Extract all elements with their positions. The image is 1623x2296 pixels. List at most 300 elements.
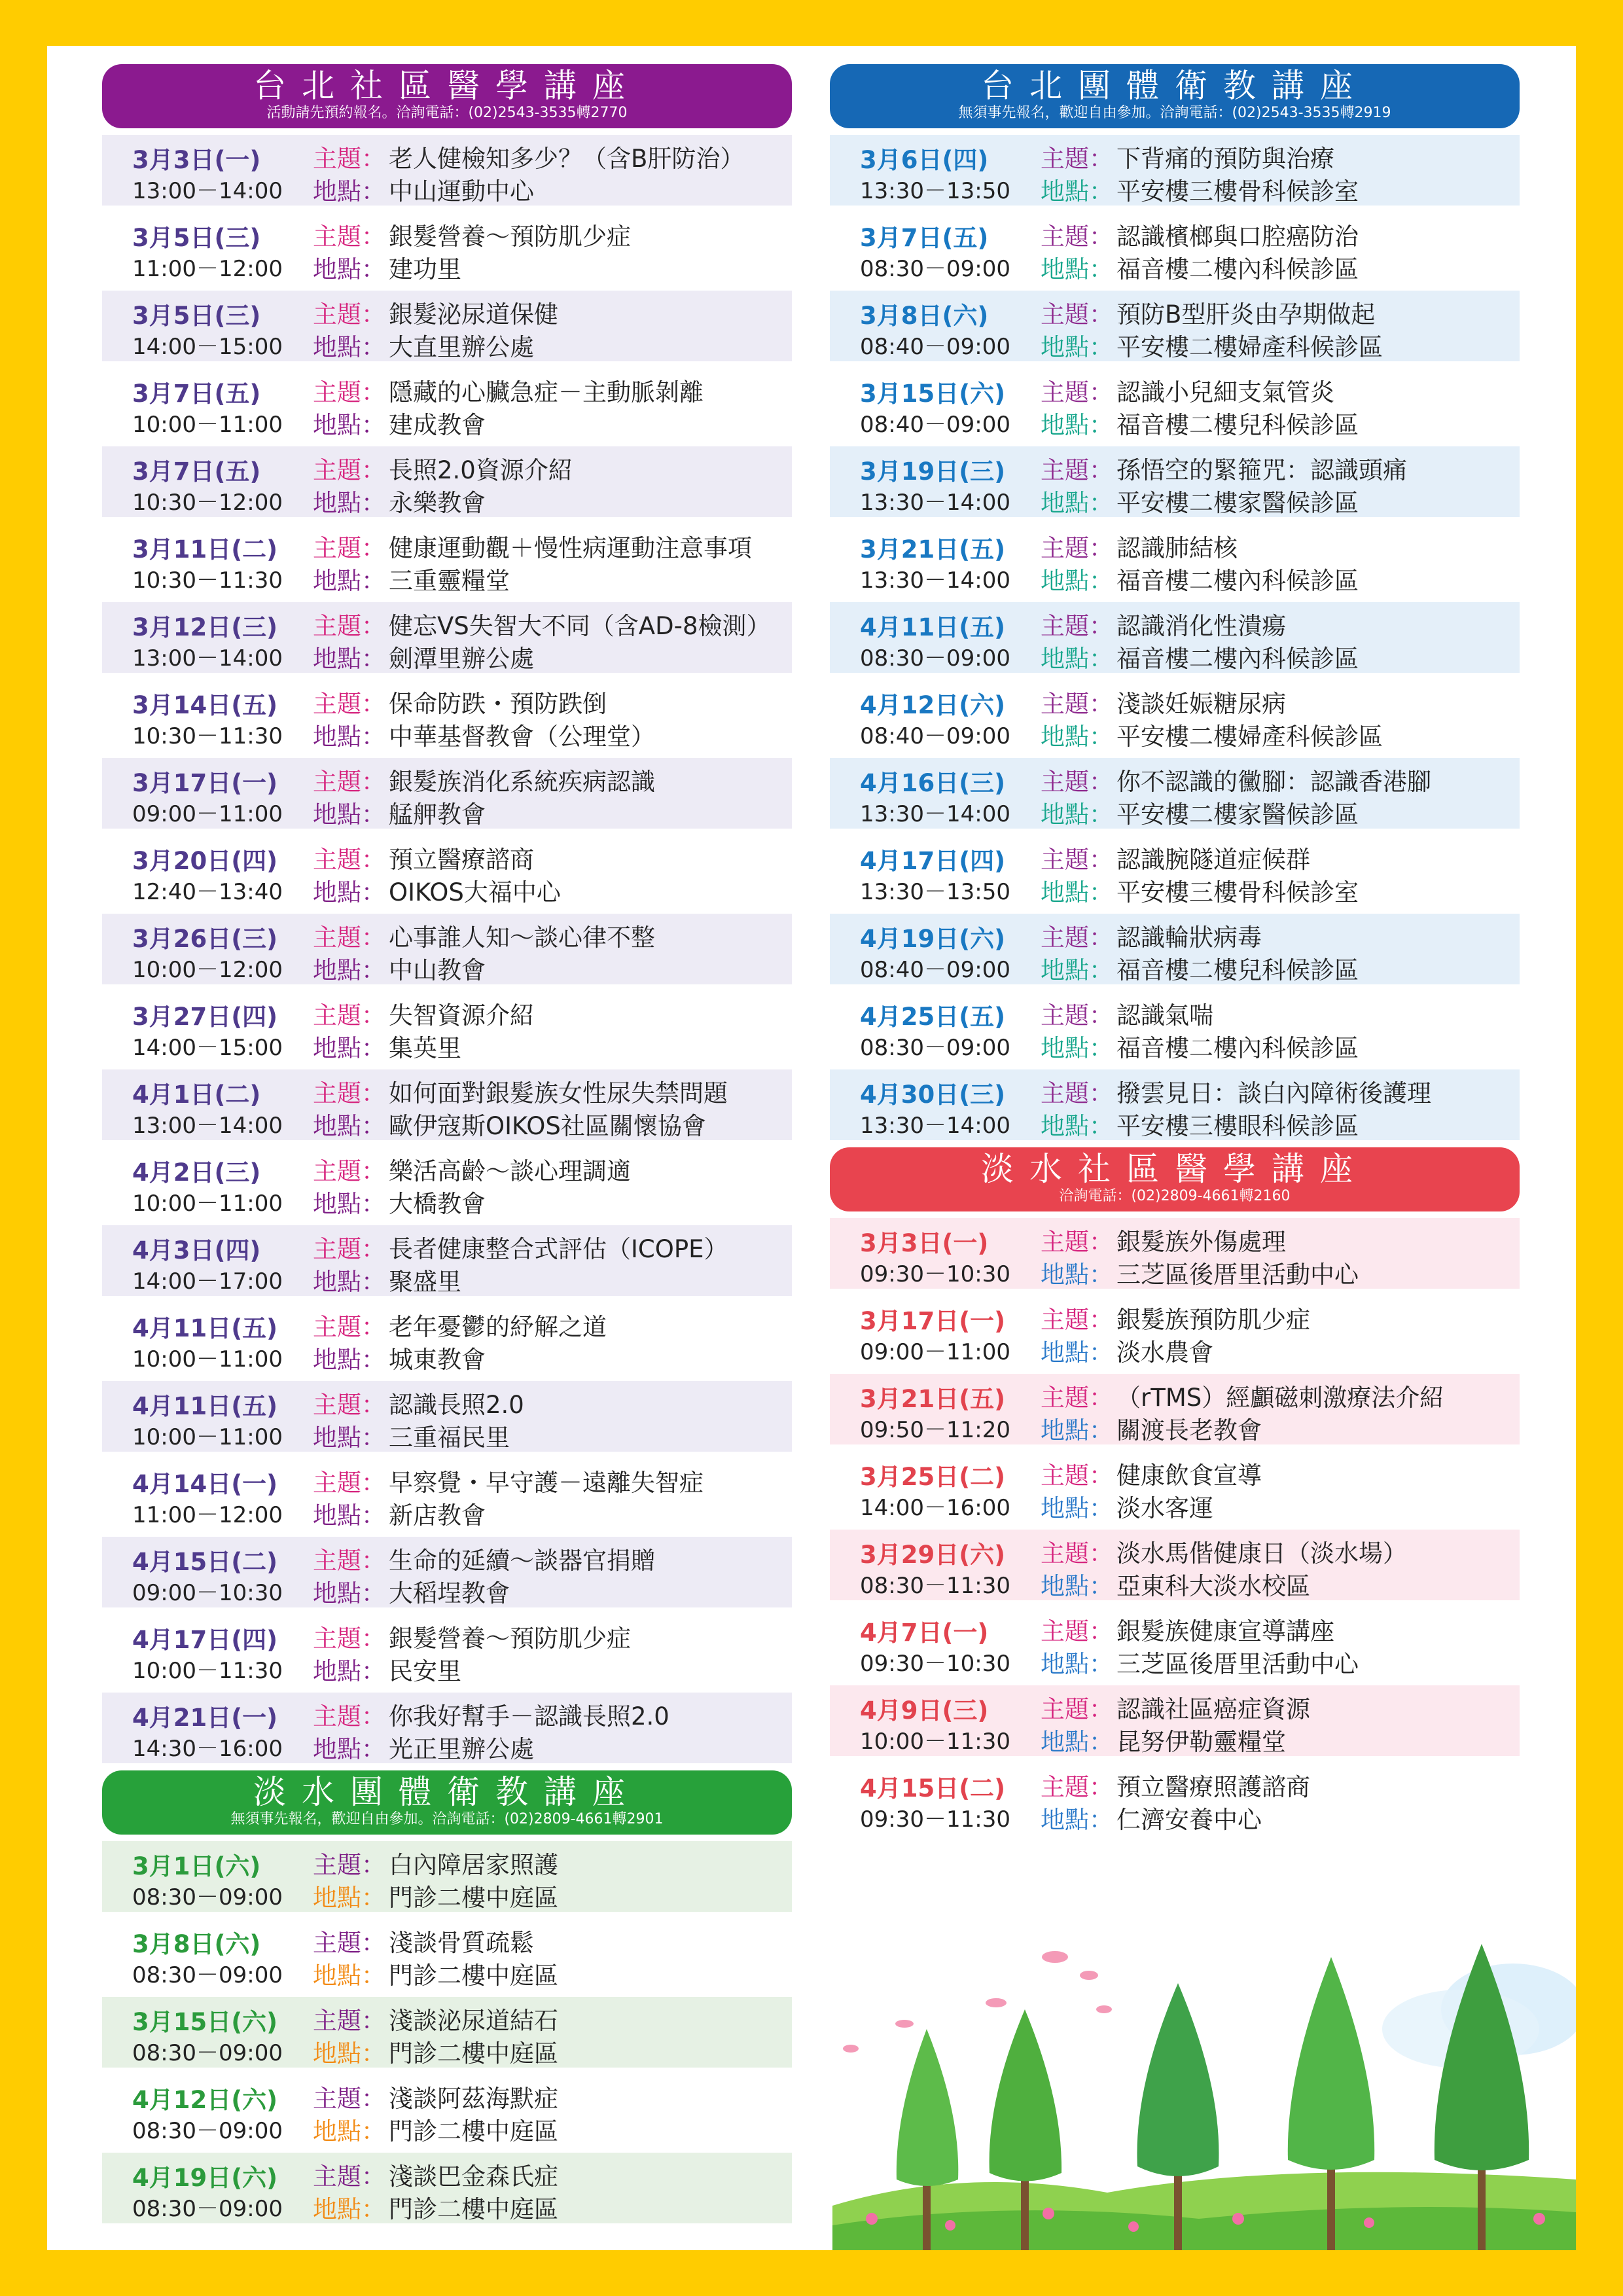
lecture-date: 3月26日(三) xyxy=(132,925,278,953)
lecture-time: 10:30－11:30 xyxy=(132,723,283,749)
lecture-date: 3月17日(一) xyxy=(132,769,278,797)
lecture-list xyxy=(830,135,1520,1140)
lecture-time: 09:30－10:30 xyxy=(860,1261,1010,1287)
lecture-topic: 撥雲見日：談白內障術後護理 xyxy=(1116,1079,1431,1107)
topic-label: 主題： xyxy=(1041,1001,1113,1030)
lecture-place: 建成教會 xyxy=(389,411,486,439)
lecture-place: 歐伊寇斯OIKOS社區關懷協會 xyxy=(389,1112,706,1140)
lecture-topic: 銀髮營養～預防肌少症 xyxy=(389,1624,631,1653)
lecture-topic: 預立醫療照護諮商 xyxy=(1116,1773,1310,1801)
lecture-date: 4月15日(二) xyxy=(860,1774,1006,1803)
lecture-place: 福音樓二樓內科候診區 xyxy=(1116,645,1359,673)
topic-label: 主題： xyxy=(1041,1462,1113,1490)
lecture-time: 08:30－09:00 xyxy=(860,645,1010,672)
lecture-date: 3月7日(五) xyxy=(132,380,261,408)
lecture-row xyxy=(102,680,792,751)
lecture-row xyxy=(102,1841,792,1912)
lecture-topic: 健康運動觀＋慢性病運動注意事項 xyxy=(389,534,752,562)
lecture-topic: 老人健檢知多少？（含B肝防治） xyxy=(389,145,745,173)
lecture-topic: 長者健康整合式評估（ICOPE） xyxy=(389,1235,728,1263)
place-label: 地點： xyxy=(313,1501,385,1530)
place-label: 地點： xyxy=(313,567,385,595)
lecture-row xyxy=(830,680,1520,751)
topic-label: 主題： xyxy=(1041,690,1113,718)
topic-label: 主題： xyxy=(313,1001,385,1030)
lecture-place: 門診二樓中庭區 xyxy=(389,2195,558,2223)
lecture-place: 中華基督教會（公理堂） xyxy=(389,723,655,751)
place-label: 地點： xyxy=(313,177,385,206)
place-label: 地點： xyxy=(313,1579,385,1607)
taipei-community-section xyxy=(102,64,792,1763)
lecture-topic: 健康飲食宣導 xyxy=(1116,1462,1262,1490)
lecture-date: 4月11日(五) xyxy=(860,613,1006,641)
lecture-place: 三重福民里 xyxy=(389,1424,510,1452)
lecture-list xyxy=(102,1841,792,2223)
place-label: 地點： xyxy=(313,411,385,439)
lecture-list xyxy=(102,135,792,1763)
lecture-time: 10:00－11:30 xyxy=(860,1729,1010,1755)
lecture-topic: 認識消化性潰瘍 xyxy=(1116,612,1286,640)
taipei-group-header xyxy=(830,64,1520,128)
lecture-date: 4月9日(三) xyxy=(860,1696,989,1725)
lecture-row xyxy=(102,135,792,206)
lecture-topic: 銀髮族健康宣導講座 xyxy=(1116,1617,1334,1645)
topic-label: 主題： xyxy=(313,2085,385,2113)
lecture-date: 4月21日(一) xyxy=(132,1704,278,1732)
schedule-poster xyxy=(47,46,1576,2250)
lecture-topic: 你不認識的黴腳：認識香港腳 xyxy=(1116,768,1431,796)
lecture-row xyxy=(102,524,792,595)
lecture-date: 3月15日(六) xyxy=(132,2008,278,2036)
taipei-group-section xyxy=(830,64,1520,1140)
lecture-row xyxy=(102,1919,792,1990)
place-label: 地點： xyxy=(313,1424,385,1452)
lecture-time: 08:30－09:00 xyxy=(860,256,1010,282)
lecture-topic: 生命的延續～談器官捐贈 xyxy=(389,1547,655,1575)
lecture-time: 13:30－14:00 xyxy=(860,801,1010,827)
place-label: 地點： xyxy=(1041,1261,1113,1289)
topic-label: 主題： xyxy=(1041,924,1113,952)
place-label: 地點： xyxy=(313,1190,385,1218)
topic-label: 主題： xyxy=(1041,612,1113,640)
lecture-place: 新店教會 xyxy=(389,1501,486,1530)
lecture-time: 08:30－09:00 xyxy=(132,2118,283,2144)
lecture-row xyxy=(102,602,792,673)
lecture-date: 3月27日(四) xyxy=(132,1003,278,1031)
lecture-topic: 隱藏的心臟急症－主動脈剝離 xyxy=(389,378,704,406)
place-label: 地點： xyxy=(313,645,385,673)
topic-label: 主題： xyxy=(1041,378,1113,406)
lecture-row xyxy=(102,1615,792,1685)
section-title: 淡水團體衛教講座 xyxy=(253,1773,641,1811)
lecture-topic: 認識小兒細支氣管炎 xyxy=(1116,378,1334,406)
lecture-row xyxy=(102,1225,792,1296)
lecture-place: 昆努伊勒靈糧堂 xyxy=(1116,1728,1286,1756)
lecture-topic: 淺談妊娠糖尿病 xyxy=(1116,690,1286,718)
lecture-time: 08:30－09:00 xyxy=(132,1962,283,1988)
lecture-topic: 認識檳榔與口腔癌防治 xyxy=(1116,223,1359,251)
lecture-topic: 淺談骨質疏鬆 xyxy=(389,1929,534,1957)
lecture-time: 13:30－14:00 xyxy=(860,1113,1010,1139)
place-label: 地點： xyxy=(1041,1494,1113,1522)
lecture-topic: 保命防跌・預防跌倒 xyxy=(389,690,607,718)
lecture-topic: 樂活高齡～談心理調適 xyxy=(389,1157,631,1185)
lecture-date: 3月3日(一) xyxy=(132,146,261,174)
place-label: 地點： xyxy=(1041,1112,1113,1140)
lecture-list xyxy=(830,1218,1520,1834)
lecture-place: OIKOS大福中心 xyxy=(389,878,561,906)
lecture-date: 4月12日(六) xyxy=(860,691,1006,719)
lecture-row xyxy=(830,602,1520,673)
lecture-time: 14:00－17:00 xyxy=(132,1268,283,1295)
place-label: 地點： xyxy=(313,333,385,361)
lecture-topic: 認識肺結核 xyxy=(1116,534,1238,562)
lecture-date: 4月3日(四) xyxy=(132,1236,261,1265)
lecture-row xyxy=(102,291,792,361)
tamsui-community-section xyxy=(830,1147,1520,1834)
topic-label: 主題： xyxy=(313,1851,385,1879)
lecture-time: 13:00－14:00 xyxy=(132,1113,283,1139)
lecture-row xyxy=(102,1381,792,1452)
lecture-row xyxy=(102,1459,792,1530)
place-label: 地點： xyxy=(313,1112,385,1140)
lecture-row xyxy=(830,446,1520,517)
topic-label: 主題： xyxy=(313,2162,385,2191)
lecture-time: 14:30－16:00 xyxy=(132,1736,283,1762)
lecture-place: 劍潭里辦公處 xyxy=(389,645,534,673)
lecture-row xyxy=(102,446,792,517)
lecture-date: 3月12日(三) xyxy=(132,613,278,641)
lecture-place: 淡水客運 xyxy=(1116,1494,1213,1522)
lecture-place: 門診二樓中庭區 xyxy=(389,2117,558,2145)
lecture-topic: 銀髮族預防肌少症 xyxy=(1116,1306,1310,1334)
place-label: 地點： xyxy=(1041,1416,1113,1444)
topic-label: 主題： xyxy=(1041,1539,1113,1568)
lecture-place: 門診二樓中庭區 xyxy=(389,1962,558,1990)
lecture-place: 大稻埕教會 xyxy=(389,1579,510,1607)
lecture-time: 14:00－16:00 xyxy=(860,1495,1010,1521)
lecture-row xyxy=(830,524,1520,595)
lecture-place: 城東教會 xyxy=(389,1346,486,1374)
lecture-row xyxy=(830,1763,1520,1834)
topic-label: 主題： xyxy=(1041,768,1113,796)
lecture-time: 13:30－13:50 xyxy=(860,879,1010,905)
lecture-row xyxy=(102,836,792,906)
place-label: 地點： xyxy=(1041,1338,1113,1367)
lecture-place: 集英里 xyxy=(389,1034,461,1062)
lecture-row xyxy=(102,368,792,439)
place-label: 地點： xyxy=(1041,645,1113,673)
topic-label: 主題： xyxy=(313,690,385,718)
lecture-topic: 早察覺・早守護－遠離失智症 xyxy=(389,1469,704,1497)
place-label: 地點： xyxy=(313,1034,385,1062)
lecture-topic: 認識社區癌症資源 xyxy=(1116,1695,1310,1723)
lecture-date: 3月7日(五) xyxy=(860,224,989,252)
place-label: 地點： xyxy=(313,2117,385,2145)
lecture-place: 三芝區後厝里活動中心 xyxy=(1116,1261,1359,1289)
topic-label: 主題： xyxy=(313,1157,385,1185)
topic-label: 主題： xyxy=(1041,1773,1113,1801)
lecture-topic: 如何面對銀髮族女性尿失禁問題 xyxy=(389,1079,728,1107)
place-label: 地點： xyxy=(1041,1650,1113,1678)
lecture-topic: 銀髮營養～預防肌少症 xyxy=(389,223,631,251)
tamsui-group-section xyxy=(102,1770,792,2223)
place-label: 地點： xyxy=(1041,956,1113,984)
section-subtitle: 無須事先報名，歡迎自由參加。洽詢電話：(02)2809-4661轉2901 xyxy=(230,1811,664,1827)
place-label: 地點： xyxy=(1041,1728,1113,1756)
lecture-date: 4月16日(三) xyxy=(860,769,1006,797)
lecture-topic: 銀髮族外傷處理 xyxy=(1116,1228,1286,1256)
lecture-date: 3月21日(五) xyxy=(860,535,1006,564)
lecture-place: 三芝區後厝里活動中心 xyxy=(1116,1650,1359,1678)
place-label: 地點： xyxy=(313,878,385,906)
lecture-topic: 認識腕隧道症候群 xyxy=(1116,846,1310,874)
lecture-row xyxy=(102,1537,792,1607)
lecture-date: 3月19日(三) xyxy=(860,457,1006,486)
lecture-date: 3月5日(三) xyxy=(132,224,261,252)
lecture-topic: 下背痛的預防與治療 xyxy=(1116,145,1334,173)
lecture-time: 08:40－09:00 xyxy=(860,957,1010,983)
place-label: 地點： xyxy=(1041,255,1113,283)
lecture-date: 3月21日(五) xyxy=(860,1385,1006,1413)
lecture-place: 平安樓二樓家醫候診區 xyxy=(1116,489,1359,517)
lecture-topic: （rTMS）經顱磁刺激療法介紹 xyxy=(1116,1384,1444,1412)
lecture-time: 11:00－12:00 xyxy=(132,1502,283,1528)
lecture-time: 08:30－11:30 xyxy=(860,1573,1010,1599)
topic-label: 主題： xyxy=(313,1079,385,1107)
topic-label: 主題： xyxy=(313,1313,385,1341)
lecture-time: 09:50－11:20 xyxy=(860,1417,1010,1443)
lecture-time: 08:30－09:00 xyxy=(860,1035,1010,1061)
lecture-place: 門診二樓中庭區 xyxy=(389,1884,558,1912)
topic-label: 主題： xyxy=(313,456,385,484)
lecture-topic: 認識長照2.0 xyxy=(389,1391,524,1419)
place-label: 地點： xyxy=(1041,177,1113,206)
place-label: 地點： xyxy=(1041,333,1113,361)
lecture-place: 中山教會 xyxy=(389,956,486,984)
lecture-row xyxy=(102,758,792,829)
lecture-row xyxy=(102,1693,792,1763)
lecture-row xyxy=(830,836,1520,906)
lecture-place: 永樂教會 xyxy=(389,489,486,517)
lecture-row xyxy=(830,1530,1520,1600)
place-label: 地點： xyxy=(313,1735,385,1763)
lecture-place: 三重靈糧堂 xyxy=(389,567,510,595)
left-column xyxy=(102,64,792,2231)
topic-label: 主題： xyxy=(313,1391,385,1419)
place-label: 地點： xyxy=(313,2039,385,2068)
lecture-time: 09:00－10:30 xyxy=(132,1580,283,1606)
lecture-date: 4月11日(五) xyxy=(132,1314,278,1342)
lecture-time: 08:30－09:00 xyxy=(132,2196,283,2222)
lecture-topic: 認識氣喘 xyxy=(1116,1001,1213,1030)
lecture-topic: 認識輪狀病毒 xyxy=(1116,924,1262,952)
lecture-row xyxy=(102,1303,792,1374)
lecture-date: 4月30日(三) xyxy=(860,1081,1006,1109)
lecture-topic: 失智資源介紹 xyxy=(389,1001,534,1030)
lecture-date: 4月12日(六) xyxy=(132,2086,278,2114)
lecture-time: 10:30－12:00 xyxy=(132,490,283,516)
lecture-row xyxy=(830,1452,1520,1522)
topic-label: 主題： xyxy=(1041,300,1113,329)
lecture-place: 福音樓二樓兒科候診區 xyxy=(1116,411,1359,439)
lecture-time: 09:30－11:30 xyxy=(860,1806,1010,1833)
topic-label: 主題： xyxy=(313,1929,385,1957)
place-label: 地點： xyxy=(1041,411,1113,439)
place-label: 地點： xyxy=(1041,723,1113,751)
lecture-place: 關渡長老教會 xyxy=(1116,1416,1262,1444)
lecture-time: 08:40－09:00 xyxy=(860,334,1010,360)
lecture-row xyxy=(102,992,792,1062)
lecture-date: 4月14日(一) xyxy=(132,1470,278,1498)
lecture-topic: 老年憂鬱的紓解之道 xyxy=(389,1313,607,1341)
topic-label: 主題： xyxy=(313,2007,385,2035)
lecture-row xyxy=(830,1374,1520,1444)
lecture-row xyxy=(102,2075,792,2145)
lecture-topic: 銀髮族消化系統疾病認識 xyxy=(389,768,655,796)
tamsui-community-header xyxy=(830,1147,1520,1211)
lecture-time: 13:30－13:50 xyxy=(860,178,1010,204)
place-label: 地點： xyxy=(1041,800,1113,829)
lecture-date: 3月3日(一) xyxy=(860,1229,989,1257)
lecture-topic: 健忘VS失智大不同（含AD-8檢測） xyxy=(389,612,771,640)
lecture-topic: 銀髮泌尿道保健 xyxy=(389,300,558,329)
topic-label: 主題： xyxy=(313,924,385,952)
lecture-date: 4月1日(二) xyxy=(132,1081,261,1109)
lecture-place: 大直里辦公處 xyxy=(389,333,534,361)
place-label: 地點： xyxy=(313,723,385,751)
lecture-time: 10:00－11:00 xyxy=(132,1191,283,1217)
lecture-date: 4月7日(一) xyxy=(860,1619,989,1647)
lecture-place: 建功里 xyxy=(389,255,461,283)
topic-label: 主題： xyxy=(1041,1228,1113,1256)
lecture-date: 3月6日(四) xyxy=(860,146,989,174)
lecture-topic: 淺談阿茲海默症 xyxy=(389,2085,558,2113)
topic-label: 主題： xyxy=(1041,1079,1113,1107)
lecture-time: 10:00－11:30 xyxy=(132,1658,283,1684)
place-label: 地點： xyxy=(313,489,385,517)
lecture-date: 3月25日(二) xyxy=(860,1463,1006,1491)
lecture-place: 聚盛里 xyxy=(389,1268,461,1296)
lecture-place: 福音樓二樓內科候診區 xyxy=(1116,255,1359,283)
lecture-place: 中山運動中心 xyxy=(389,177,534,206)
place-label: 地點： xyxy=(313,1268,385,1296)
lecture-date: 3月20日(四) xyxy=(132,847,278,875)
lecture-row xyxy=(102,2153,792,2223)
lecture-topic: 淺談泌尿道結石 xyxy=(389,2007,558,2035)
place-label: 地點： xyxy=(313,956,385,984)
lecture-date: 3月8日(六) xyxy=(860,302,989,330)
lecture-row xyxy=(102,914,792,984)
lecture-date: 3月15日(六) xyxy=(860,380,1006,408)
lecture-date: 3月1日(六) xyxy=(132,1852,261,1880)
lecture-date: 4月19日(六) xyxy=(132,2164,278,2192)
place-label: 地點： xyxy=(313,1962,385,1990)
lecture-time: 13:30－14:00 xyxy=(860,567,1010,594)
topic-label: 主題： xyxy=(1041,1617,1113,1645)
lecture-topic: 淺談巴金森氏症 xyxy=(389,2162,558,2191)
lecture-date: 4月25日(五) xyxy=(860,1003,1006,1031)
topic-label: 主題： xyxy=(313,223,385,251)
lecture-time: 10:00－12:00 xyxy=(132,957,283,983)
lecture-time: 08:40－09:00 xyxy=(860,412,1010,438)
lecture-row xyxy=(830,1296,1520,1367)
lecture-place: 平安樓三樓骨科候診室 xyxy=(1116,177,1359,206)
lecture-time: 12:40－13:40 xyxy=(132,879,283,905)
lecture-date: 3月14日(五) xyxy=(132,691,278,719)
topic-label: 主題： xyxy=(313,534,385,562)
lecture-topic: 孫悟空的緊箍咒：認識頭痛 xyxy=(1116,456,1407,484)
lecture-topic: 心事誰人知～談心律不整 xyxy=(389,924,655,952)
place-label: 地點： xyxy=(313,255,385,283)
lecture-time: 08:30－09:00 xyxy=(132,2040,283,2066)
lecture-row xyxy=(830,1685,1520,1756)
place-label: 地點： xyxy=(313,1884,385,1912)
place-label: 地點： xyxy=(313,800,385,829)
lecture-time: 10:30－11:30 xyxy=(132,567,283,594)
lecture-date: 3月8日(六) xyxy=(132,1930,261,1958)
lecture-row xyxy=(830,368,1520,439)
tamsui-group-header xyxy=(102,1770,792,1835)
lecture-time: 08:40－09:00 xyxy=(860,723,1010,749)
place-label: 地點： xyxy=(1041,489,1113,517)
lecture-row xyxy=(830,213,1520,283)
topic-label: 主題： xyxy=(313,768,385,796)
lecture-time: 10:00－11:00 xyxy=(132,1346,283,1372)
lecture-time: 10:00－11:00 xyxy=(132,412,283,438)
lecture-place: 平安樓二樓婦產科候診區 xyxy=(1116,333,1383,361)
lecture-topic: 你我好幫手－認識長照2.0 xyxy=(389,1702,669,1731)
lecture-row xyxy=(102,1997,792,2068)
lecture-place: 平安樓三樓骨科候診室 xyxy=(1116,878,1359,906)
lecture-date: 3月17日(一) xyxy=(860,1307,1006,1335)
topic-label: 主題： xyxy=(1041,1695,1113,1723)
right-column xyxy=(830,64,1520,1841)
topic-label: 主題： xyxy=(1041,223,1113,251)
lecture-date: 4月19日(六) xyxy=(860,925,1006,953)
lecture-row xyxy=(830,291,1520,361)
lecture-place: 淡水農會 xyxy=(1116,1338,1213,1367)
topic-label: 主題： xyxy=(313,612,385,640)
lecture-topic: 預防B型肝炎由孕期做起 xyxy=(1116,300,1376,329)
place-label: 地點： xyxy=(313,1346,385,1374)
lecture-row xyxy=(830,135,1520,206)
lecture-date: 3月11日(二) xyxy=(132,535,278,564)
lecture-time: 14:00－15:00 xyxy=(132,1035,283,1061)
section-title: 台北社區醫學講座 xyxy=(253,67,641,105)
lecture-place: 福音樓二樓內科候診區 xyxy=(1116,567,1359,595)
lecture-row xyxy=(102,1069,792,1140)
lecture-row xyxy=(830,914,1520,984)
lecture-place: 大橋教會 xyxy=(389,1190,486,1218)
section-subtitle: 活動請先預約報名。洽詢電話：(02)2543-3535轉2770 xyxy=(266,105,628,121)
lecture-row xyxy=(102,213,792,283)
section-title: 台北團體衛教講座 xyxy=(981,67,1368,105)
lecture-place: 平安樓二樓婦產科候診區 xyxy=(1116,723,1383,751)
topic-label: 主題： xyxy=(313,1702,385,1731)
place-label: 地點： xyxy=(1041,1034,1113,1062)
lecture-date: 4月17日(四) xyxy=(132,1626,278,1654)
place-label: 地點： xyxy=(1041,1806,1113,1834)
lecture-time: 10:00－11:00 xyxy=(132,1424,283,1450)
topic-label: 主題： xyxy=(313,1624,385,1653)
place-label: 地點： xyxy=(1041,878,1113,906)
lecture-row xyxy=(830,758,1520,829)
topic-label: 主題： xyxy=(1041,534,1113,562)
lecture-place: 亞東科大淡水校區 xyxy=(1116,1572,1310,1600)
lecture-time: 11:00－12:00 xyxy=(132,256,283,282)
topic-label: 主題： xyxy=(1041,456,1113,484)
